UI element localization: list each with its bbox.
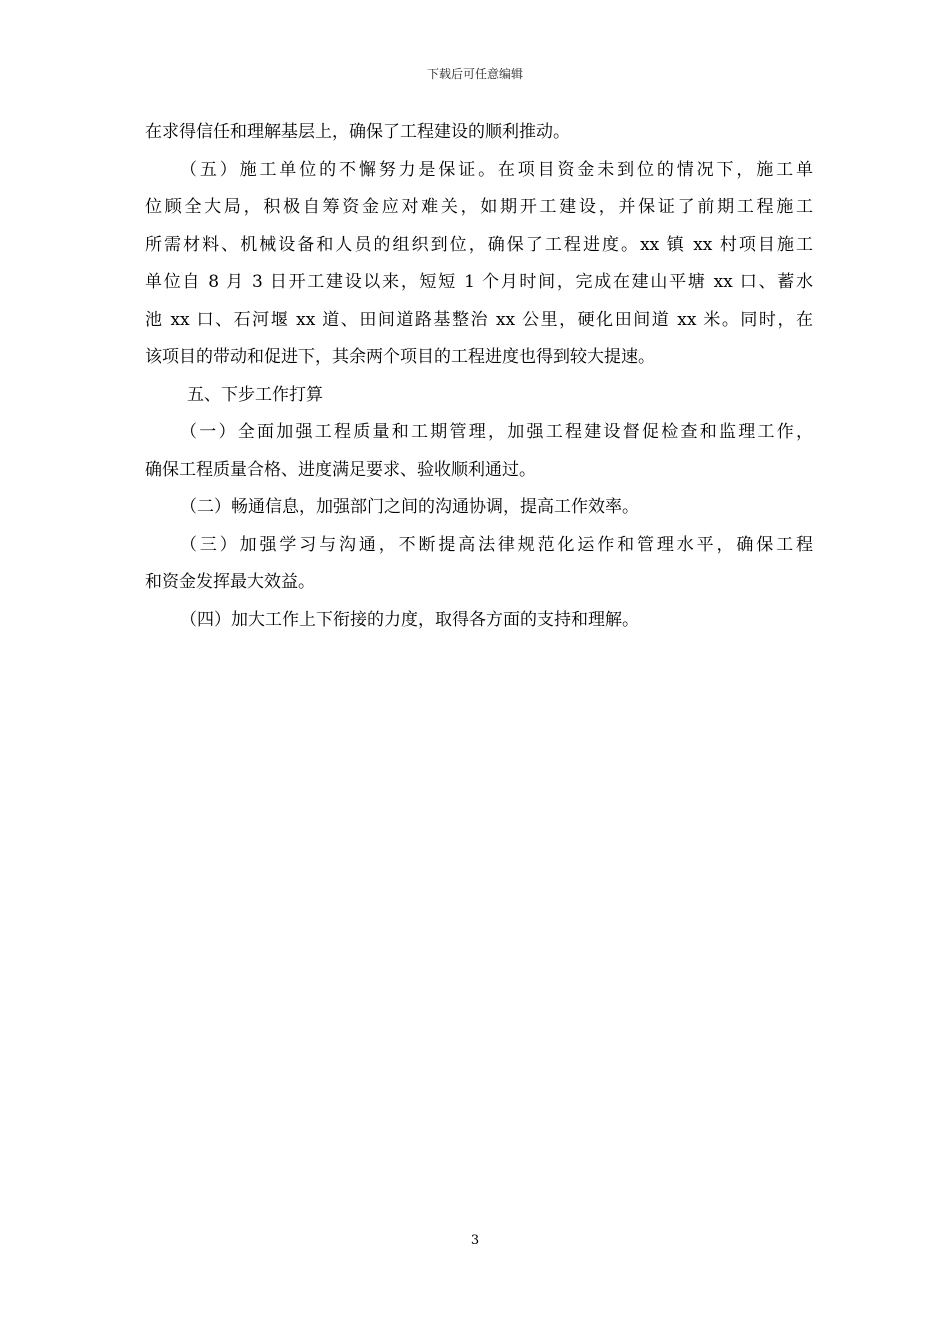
paragraph-line: 和资金发挥最大效益。 [145, 572, 315, 592]
paragraph-line: （四）加大工作上下衔接的力度，取得各方面的支持和理解。 [180, 609, 639, 630]
paragraph-line: 在求得信任和理解基层上，确保了工程建设的顺利推动。 [145, 122, 570, 142]
paragraph-line: （三）加强学习与沟通，不断提高法律规范化运作和管理水平，确保工程 [180, 534, 813, 555]
paragraph-line: 所需材料、机械设备和人员的组织到位，确保了工程进度。xx 镇 xx 村项目施工 [145, 234, 813, 255]
page-number: 3 [470, 1233, 480, 1248]
paragraph-line: 该项目的带动和促进下，其余两个项目的工程进度也得到较大提速。 [145, 347, 655, 367]
paragraph-line: 池 xx 口、石河堰 xx 道、田间道路基整治 xx 公里，硬化田间道 xx 米。同时，在 [145, 309, 813, 330]
section-heading: 五、下步工作打算 [187, 384, 323, 405]
paragraph-line: 确保工程质量合格、进度满足要求、验收顺利通过。 [145, 459, 536, 480]
paragraph-line: （二）畅通信息，加强部门之间的沟通协调，提高工作效率。 [180, 497, 639, 517]
paragraph-line: 位顾全大局，积极自筹资金应对难关，如期开工建设，并保证了前期工程施工 [145, 197, 813, 217]
document-body [145, 121, 813, 646]
paragraph-line: （五）施工单位的不懈努力是保证。在项目资金未到位的情况下，施工单 [180, 159, 813, 180]
paragraph-line: 单位自 8 月 3 日开工建设以来，短短 1 个月时间，完成在建山平塘 xx 口、蓄水 [145, 272, 813, 292]
page-header: 下载后可任意编辑 [426, 67, 523, 81]
paragraph-line: （一）全面加强工程质量和工期管理，加强工程建设督促检查和监理工作， [180, 422, 813, 442]
